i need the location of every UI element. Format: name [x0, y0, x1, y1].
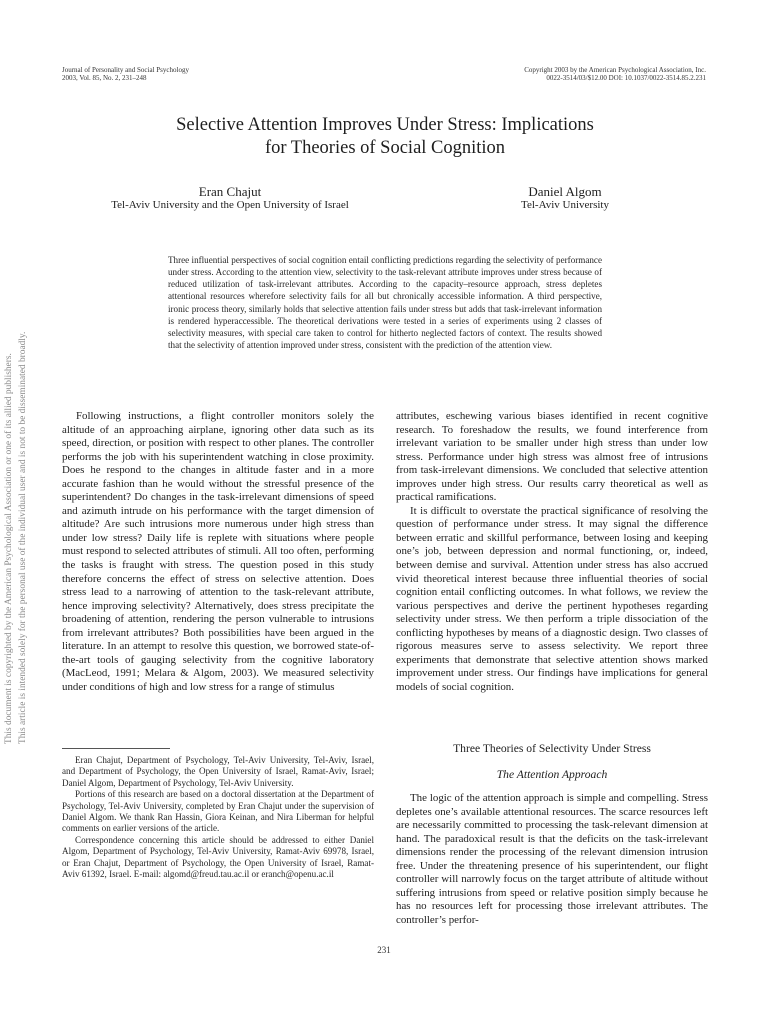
body-paragraph: The logic of the attention approach is simple and compelling. Stress depletes one’s available attentional resources. The scarce resources left are necessarily committed to processing the task-relevant dimension at hand. The paradoxical result is that the deficits on the task-irrelevant dimensions render the processing of the relevant dimension intrusion free. Under the threatening presence of his superintendent, our flight controller will narrowly focus on the target attribute of altitude without suffering intrusions from speed or relative position simply because he has no resources left for processing those irrelevant attributes. The controller’s perfor- — [396, 792, 708, 926]
copyright-line: Copyright 2003 by the American Psychological Association, Inc. — [524, 66, 706, 74]
section-heading: Three Theories of Selectivity Under Stress — [453, 742, 651, 755]
author-block — [466, 184, 664, 212]
article-title — [90, 114, 680, 160]
doi-line: 0022-3514/03/$12.00 DOI: 10.1037/0022-3514.85.2.231 — [546, 74, 706, 82]
journal-volume: 2003, Vol. 85, No. 2, 231–248 — [62, 74, 147, 82]
author-affiliation: Tel-Aviv University — [521, 199, 609, 211]
usage-watermark: This article is intended solely for the personal use of the individual user and is not to be disseminated broadly. — [18, 331, 28, 744]
copyright-watermark: This document is copyrighted by the American Psychological Association or one of its allied publishers. — [4, 353, 14, 744]
author-affiliation: Tel-Aviv University and the Open University of Israel — [111, 199, 349, 211]
journal-name: Journal of Personality and Social Psychology — [62, 66, 189, 74]
subsection-heading: The Attention Approach — [496, 768, 608, 781]
copyright-header — [524, 66, 706, 82]
author-name: Eran Chajut — [198, 184, 262, 199]
journal-header — [62, 66, 189, 82]
footnote-divider — [62, 748, 170, 749]
author-footnotes — [62, 755, 374, 880]
title-line-1: Selective Attention Improves Under Stress: Implications — [176, 115, 594, 135]
abstract: Three influential perspectives of social cognition entail conflicting predictions regarding the selectivity of performance under stress. According to the attention view, selectivity to the task-relevant attribute improves under stress because of reduced utilization of task-irrelevant attributes. According to the capacity–resource approach, stress depletes attentional resources wherefore selectivity fails for all but chronically accessible information. A third perspective, ironic process theory, similarly holds that selective attention fails under stress but adds that task-irrelevant information is rendered hyperaccessible. The theoretical derivations were tested in a series of experiments using 2 classes of selectivity measures, with special care taken to control for hitherto neglected factors of context. The results showed that the selectivity of attention improved under stress, consistent with the prediction of the attention view. — [168, 255, 602, 351]
body-column-right-lower — [396, 792, 708, 927]
author-name: Daniel Algom — [528, 184, 602, 199]
footnote-paragraph: Portions of this research are based on a doctoral dissertation at the Department of Psychology, Tel-Aviv University, completed by Eran Chajut under the supervision of Daniel Algom. We thank Ran Hassin, Giora Keinan, and Nira Liberman for helpful comments on earlier versions of the article. — [62, 789, 374, 834]
footnote-paragraph: Correspondence concerning this article should be addressed to either Daniel Algom, Department of Psychology, Tel-Aviv University, Ramat-Aviv 69978, Israel, or Eran Chajut, Department of Psychology, the Open University of Israel, Ramat-Aviv 61392, Israel. E-mail: algomd@freud.tau.ac.il or eranch@openu.ac.il — [62, 834, 374, 880]
body-paragraph: attributes, eschewing various biases identified in recent cognitive research. To foreshadow the results, we found interference from irrelevant variation to be smaller under high stress than under low stress. Performance under high stress was almost free of intrusions from task-irrelevant dimensions. We concluded that selective attention improves under high stress. Our results carry theoretical as well as practical ramifications. — [396, 410, 708, 504]
body-paragraph: Following instructions, a flight controller monitors solely the altitude of an approaching airplane, ignoring other data such as its speed, direction, or position with respect to other planes. The controller performs the job with his superintendent watching in close proximity. Does he respond to the changes in altitude faster and in a more accurate fashion than he would without the stressful presence of the superintendent? Do changes in the task-irrelevant dimensions of speed and azimuth intrude on his performance with the target dimension of altitude? Are such intrusions more numerous under high stress than under low stress? Daily life is replete with situations where people must respond to selected attributes of stimuli. All too often, performing the tasks is fraught with stress. The question posed in this study therefore concerns the effect of stress on selective attention. Does stress lead to a narrowing of attention to the task-relevant attribute, hence improving selectivity? Alternatively, does stress precipitate the broadening of attention, rendering the person vulnerable to intrusions from irrelevant attributes? Both possibilities have been argued in the literature. In an attempt to resolve this question, we borrowed state-of-the-art tools of gauging selectivity from the cognitive laboratory (MacLeod, 1991; Melara & Algom, 2003). We measured selectivity under conditions of high and low stress for a range of stimulus — [62, 410, 374, 693]
body-column-right — [396, 410, 708, 694]
footnote-paragraph: Eran Chajut, Department of Psychology, Tel-Aviv University, Tel-Aviv, Israel, and Department of Psychology, the Open University of Israel, Ramat-Aviv, Israel; Daniel Algom, Department of Psychology, Tel-Aviv University. — [62, 755, 374, 788]
author-block — [60, 184, 400, 212]
body-paragraph: It is difficult to overstate the practical significance of resolving the question of performance under stress. It may signal the difference between erratic and skillful performance, between losing and keeping one’s job, between depression and normal functioning, or, indeed, between demise and survival. Attention under stress has also accrued vivid theoretical interest because three influential theories of social cognition entail conflicting outcomes. In what follows, we review the various perspectives and derive the pertinent hypotheses regarding selectivity under stress. We then perform a triple dissociation of the conflicting hypotheses by means of a diagnostic design. Two classes of rigorous measures serve to assess selectivity. We report three experiments that demonstrate that selective attention shows marked improvement under stress. Our findings have implications for general models of social cognition. — [396, 504, 708, 693]
page-number: 231 — [377, 945, 391, 955]
title-line-2: for Theories of Social Cognition — [264, 138, 506, 158]
body-column-left — [62, 410, 374, 694]
